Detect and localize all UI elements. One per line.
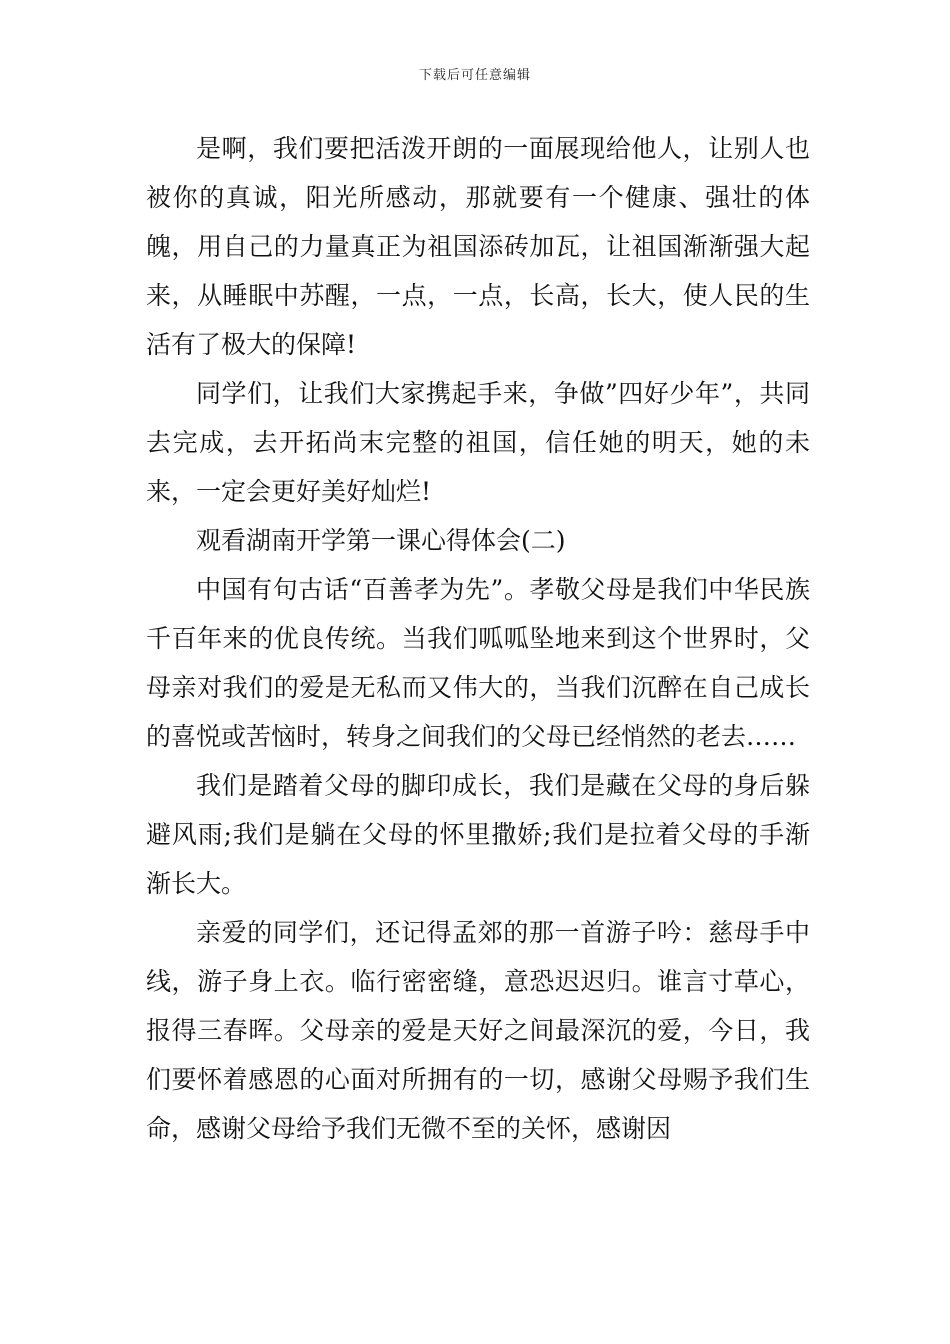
paragraph: 亲爱的同学们，还记得孟郊的那一首游子吟：慈母手中线，游子身上衣。临行密密缝，意恐迟迟归。谁言寸草心，报得三春晖。父母亲的爱是天好之间最深沉的爱，今日，我们要怀着感恩的心面对所拥有的一切，感谢父母赐予我们生命，感谢父母给予我们无微不至的关怀，感谢因 (146, 918, 810, 1143)
page-header: 下载后可任意编辑 (418, 68, 531, 83)
paragraph: 中国有句古话“百善孝为先”。孝敬父母是我们中华民族千百年来的优良传统。当我们呱呱坠地来到这个世界时，父母亲对我们的爱是无私而又伟大的，当我们沉醉在自己成长的喜悦或苦恼时，转身之间我们的父母已经悄然的老去…… (146, 575, 810, 751)
section-title: 观看湖南开学第一课心得体会(二) (196, 526, 566, 555)
paragraph: 同学们，让我们大家携起手来，争做”四好少年”，共同去完成，去开拓尚末完整的祖国，信任她的明天，她的未来，一定会更好美好灿烂! (146, 379, 810, 506)
paragraph: 我们是踏着父母的脚印成长，我们是藏在父母的身后躲避风雨;我们是躺在父母的怀里撒娇;我们是拉着父母的手渐渐长大。 (146, 771, 810, 898)
document-body (146, 124, 810, 1153)
paragraph: 是啊，我们要把活泼开朗的一面展现给他人，让别人也被你的真诚，阳光所感动，那就要有一个健康、强壮的体魄，用自己的力量真正为祖国添砖加瓦，让祖国渐渐强大起来，从睡眠中苏醒，一点，一点，长高，长大，使人民的生活有了极大的保障! (146, 134, 810, 359)
